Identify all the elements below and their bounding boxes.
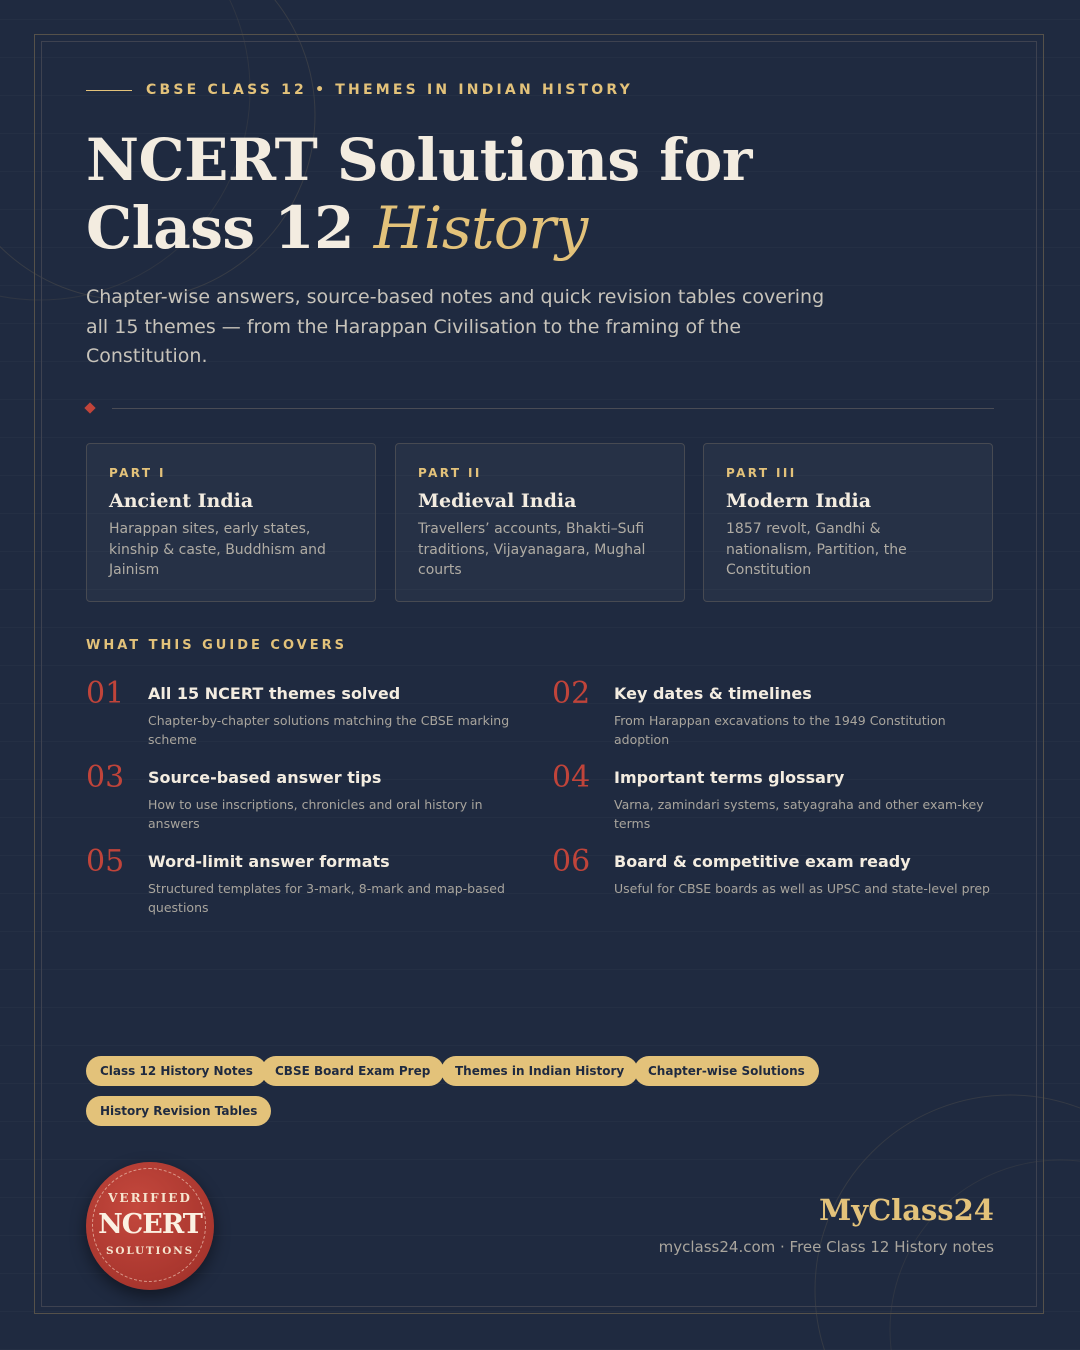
- feature-title: Board & competitive exam ready: [614, 852, 911, 871]
- part-kicker: PART II: [418, 466, 482, 480]
- feature-description: From Harappan excavations to the 1949 Constitution adoption: [614, 713, 946, 747]
- brand-name[interactable]: MyClass24: [819, 1193, 994, 1227]
- eyebrow: [86, 80, 633, 100]
- eyebrow-text: CBSE CLASS 12 • THEMES IN INDIAN HISTORY: [146, 82, 633, 98]
- feature-title: Key dates & timelines: [614, 684, 812, 703]
- feature-item: [552, 844, 990, 932]
- diamond-icon: [84, 402, 95, 413]
- page-subtitle: Chapter-wise answers, source-based notes and quick revision tables covering all 15 themes — from the Harappan Civilisation to the framing of the Constitution.: [86, 286, 825, 367]
- covers-heading: WHAT THIS GUIDE COVERS: [86, 638, 347, 653]
- tag-chip[interactable]: Chapter-wise Solutions: [634, 1056, 819, 1086]
- feature-item: [86, 760, 506, 848]
- title-line-1: NCERT Solutions for: [86, 126, 752, 194]
- part-title: Medieval India: [418, 490, 577, 512]
- part-description: Travellers’ accounts, Bhakti–Sufi traditions, Vijayanagara, Mughal courts: [418, 521, 646, 578]
- part-title: Modern India: [726, 490, 872, 512]
- feature-item: [86, 844, 506, 932]
- feature-number: 04: [552, 760, 591, 795]
- section-divider: [86, 402, 994, 416]
- part-kicker: PART I: [109, 466, 166, 480]
- part-description: Harappan sites, early states, kinship & caste, Buddhism and Jainism: [109, 521, 326, 578]
- divider-line: [112, 408, 994, 409]
- part-title: Ancient India: [109, 490, 254, 512]
- feature-description: Useful for CBSE boards as well as UPSC and state-level prep: [614, 881, 990, 896]
- eyebrow-rule: [86, 90, 132, 91]
- feature-number: 02: [552, 676, 591, 711]
- part-kicker: PART III: [726, 466, 797, 480]
- page-title: [86, 126, 752, 262]
- title-accent: History: [373, 194, 588, 262]
- feature-item: [86, 676, 510, 764]
- feature-number: 03: [86, 760, 125, 795]
- feature-title: Source-based answer tips: [148, 768, 382, 787]
- feature-description: How to use inscriptions, chronicles and oral history in answers: [148, 797, 483, 831]
- part-card-ancient: [86, 443, 376, 602]
- feature-description: Varna, zamindari systems, satyagraha and other exam-key terms: [614, 797, 984, 831]
- feature-item: [552, 760, 984, 848]
- feature-description: Chapter-by-chapter solutions matching the CBSE marking scheme: [148, 713, 510, 747]
- tag-chip[interactable]: CBSE Board Exam Prep: [261, 1056, 444, 1086]
- seal-bottom-text: SOLUTIONS: [106, 1245, 194, 1257]
- feature-item: [552, 676, 972, 764]
- feature-number: 05: [86, 844, 125, 879]
- verified-seal: [86, 1162, 214, 1290]
- part-card-modern: [703, 443, 993, 602]
- feature-number: 06: [552, 844, 591, 879]
- feature-title: All 15 NCERT themes solved: [148, 684, 401, 703]
- seal-main-text: NCERT: [98, 1209, 202, 1240]
- brand-tagline[interactable]: myclass24.com · Free Class 12 History notes: [658, 1238, 994, 1256]
- part-card-medieval: [395, 443, 685, 602]
- feature-description: Structured templates for 3-mark, 8-mark and map-based questions: [148, 881, 505, 915]
- part-description: 1857 revolt, Gandhi & nationalism, Partition, the Constitution: [726, 521, 907, 578]
- seal-top-text: VERIFIED: [108, 1191, 192, 1205]
- title-line-2: Class 12: [86, 194, 354, 262]
- tag-chip[interactable]: Class 12 History Notes: [86, 1056, 267, 1086]
- feature-title: Word-limit answer formats: [148, 852, 390, 871]
- feature-number: 01: [86, 676, 125, 711]
- tag-chip[interactable]: History Revision Tables: [86, 1096, 271, 1126]
- tag-chip[interactable]: Themes in Indian History: [441, 1056, 638, 1086]
- feature-title: Important terms glossary: [614, 768, 845, 787]
